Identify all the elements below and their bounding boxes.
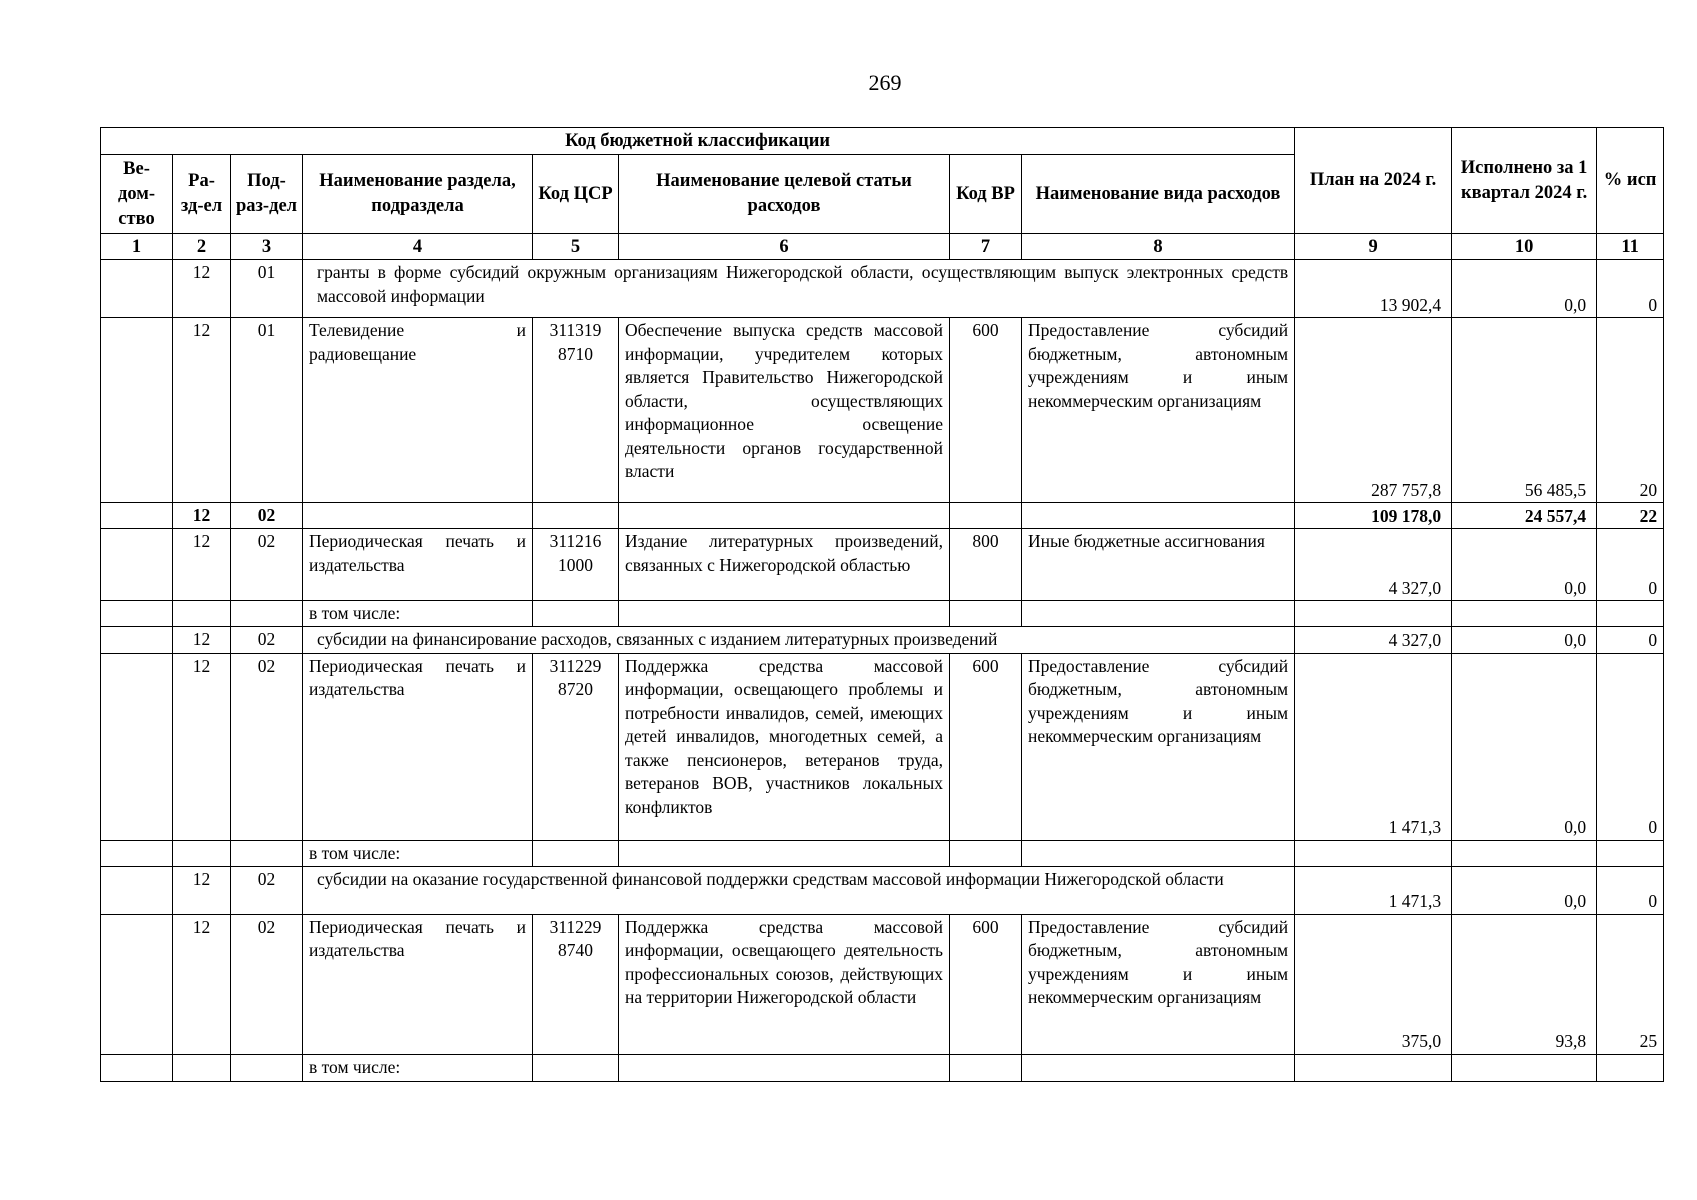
cell-fact: 0,0	[1452, 529, 1597, 601]
cell-vedomstvo	[101, 653, 173, 840]
cell-vedomstvo	[101, 260, 173, 318]
cell-podrazdel: 01	[231, 260, 303, 318]
cell-csr: 311216 1000	[533, 529, 619, 601]
cell-razdel: 12	[173, 914, 231, 1054]
table-row-including	[101, 601, 1664, 627]
cell-vid	[1022, 503, 1295, 529]
cell-fact: 24 557,4	[1452, 503, 1597, 529]
col-number: 1	[101, 234, 173, 260]
cell-csr: 311319 8710	[533, 318, 619, 503]
cell-pct: 0	[1597, 529, 1664, 601]
cell-csr: 311229 8720	[533, 653, 619, 840]
cell-fact: 0,0	[1452, 260, 1597, 318]
cell-podrazdel	[231, 1054, 303, 1081]
cell-csr: 311229 8740	[533, 914, 619, 1054]
col-number: 4	[303, 234, 533, 260]
cell-vr: 800	[950, 529, 1022, 601]
cell-razdel: 12	[173, 529, 231, 601]
cell-vr	[950, 503, 1022, 529]
col-number: 10	[1452, 234, 1597, 260]
cell-razdel	[173, 1054, 231, 1081]
cell-including-label: в том числе:	[303, 601, 533, 627]
cell-plan: 1 471,3	[1295, 653, 1452, 840]
table-row-including	[101, 1054, 1664, 1081]
budget-table	[100, 127, 1664, 1082]
cell-fact: 0,0	[1452, 626, 1597, 653]
col-number: 8	[1022, 234, 1295, 260]
cell-razdel: 12	[173, 260, 231, 318]
cell-vedomstvo	[101, 866, 173, 914]
cell-merged-description: субсидии на финансирование расходов, связанных с изданием литературных произведений	[303, 626, 1295, 653]
header-col-1: Ве-дом-ство	[101, 155, 173, 234]
cell-razdel: 12	[173, 653, 231, 840]
cell-section-name	[303, 503, 533, 529]
cell-section-name: Телевидение и радиовещание	[303, 318, 533, 503]
cell-pct: 22	[1597, 503, 1664, 529]
cell-pct: 0	[1597, 260, 1664, 318]
cell-pct: 0	[1597, 626, 1664, 653]
cell-target	[619, 503, 950, 529]
cell-pct: 20	[1597, 318, 1664, 503]
cell-vid: Иные бюджетные ассигнования	[1022, 529, 1295, 601]
cell-plan: 287 757,8	[1295, 318, 1452, 503]
cell-vedomstvo	[101, 601, 173, 627]
header-col-11: % исп	[1597, 128, 1664, 234]
header-col-5: Код ЦСР	[533, 155, 619, 234]
cell-pct: 25	[1597, 914, 1664, 1054]
cell-vid: Предоставление субсидий бюджетным, автономным учреждениям и иным некоммерческим организациям	[1022, 914, 1295, 1054]
cell-fact: 93,8	[1452, 914, 1597, 1054]
col-number: 3	[231, 234, 303, 260]
cell-vr: 600	[950, 653, 1022, 840]
cell-plan: 4 327,0	[1295, 529, 1452, 601]
cell-razdel	[173, 601, 231, 627]
col-number: 2	[173, 234, 231, 260]
header-col-9: План на 2024 г.	[1295, 128, 1452, 234]
cell-razdel: 12	[173, 626, 231, 653]
cell-podrazdel: 02	[231, 653, 303, 840]
cell-podrazdel: 02	[231, 626, 303, 653]
cell-merged-description: субсидии на оказание государственной финансовой поддержки средствам массовой информации Нижегородской области	[303, 866, 1295, 914]
table-row	[101, 914, 1664, 1054]
cell-plan: 13 902,4	[1295, 260, 1452, 318]
col-number: 5	[533, 234, 619, 260]
header-col-6: Наименование целевой статьи расходов	[619, 155, 950, 234]
cell-pct: 0	[1597, 866, 1664, 914]
cell-plan: 109 178,0	[1295, 503, 1452, 529]
col-number: 11	[1597, 234, 1664, 260]
cell-plan: 1 471,3	[1295, 866, 1452, 914]
cell-vr: 600	[950, 914, 1022, 1054]
cell-section-name: Периодическая печать и издательства	[303, 529, 533, 601]
header-col-10: Исполнено за 1 квартал 2024 г.	[1452, 128, 1597, 234]
cell-vedomstvo	[101, 626, 173, 653]
cell-csr	[533, 503, 619, 529]
header-col-4: Наименование раздела, подраздела	[303, 155, 533, 234]
cell-including-label: в том числе:	[303, 840, 533, 866]
cell-razdel: 12	[173, 866, 231, 914]
header-col-2: Ра-зд-ел	[173, 155, 231, 234]
cell-fact: 0,0	[1452, 653, 1597, 840]
cell-vid: Предоставление субсидий бюджетным, автономным учреждениям и иным некоммерческим организациям	[1022, 653, 1295, 840]
cell-vid: Предоставление субсидий бюджетным, автономным учреждениям и иным некоммерческим организациям	[1022, 318, 1295, 503]
cell-plan: 375,0	[1295, 914, 1452, 1054]
table-row	[101, 529, 1664, 601]
cell-razdel: 12	[173, 318, 231, 503]
page-number: 269	[868, 70, 902, 95]
col-number: 9	[1295, 234, 1452, 260]
cell-target: Издание литературных произведений, связанных с Нижегородской областью	[619, 529, 950, 601]
cell-vr: 600	[950, 318, 1022, 503]
cell-podrazdel: 02	[231, 914, 303, 1054]
header-col-7: Код ВР	[950, 155, 1022, 234]
header-group-title: Код бюджетной классификации	[101, 128, 1295, 155]
cell-merged-description: гранты в форме субсидий окружным организациям Нижегородской области, осуществляющим выпуск электронных средств массовой информации	[303, 260, 1295, 318]
cell-vedomstvo	[101, 914, 173, 1054]
cell-plan: 4 327,0	[1295, 626, 1452, 653]
cell-including-label: в том числе:	[303, 1054, 533, 1081]
header-col-3: Под-раз-дел	[231, 155, 303, 234]
cell-razdel: 12	[173, 503, 231, 529]
cell-podrazdel: 01	[231, 318, 303, 503]
cell-razdel	[173, 840, 231, 866]
table-row-including	[101, 840, 1664, 866]
cell-target: Обеспечение выпуска средств массовой информации, учредителем которых является Правительство Нижегородской области, осуществляющих информационное освещение деятельности органов государственной власти	[619, 318, 950, 503]
cell-section-name: Периодическая печать и издательства	[303, 653, 533, 840]
cell-vedomstvo	[101, 529, 173, 601]
cell-vedomstvo	[101, 840, 173, 866]
table-row	[101, 318, 1664, 503]
cell-vedomstvo	[101, 503, 173, 529]
cell-podrazdel: 02	[231, 503, 303, 529]
table-row	[101, 626, 1664, 653]
col-number: 7	[950, 234, 1022, 260]
cell-fact: 0,0	[1452, 866, 1597, 914]
cell-podrazdel	[231, 840, 303, 866]
cell-section-name: Периодическая печать и издательства	[303, 914, 533, 1054]
cell-target: Поддержка средства массовой информации, освещающего деятельность профессиональных союзов, действующих на территории Нижегородской области	[619, 914, 950, 1054]
cell-fact: 56 485,5	[1452, 318, 1597, 503]
cell-podrazdel: 02	[231, 529, 303, 601]
table-row	[101, 260, 1664, 318]
cell-podrazdel: 02	[231, 866, 303, 914]
table-row	[101, 653, 1664, 840]
cell-podrazdel	[231, 601, 303, 627]
table-row-subtotal	[101, 503, 1664, 529]
cell-pct: 0	[1597, 653, 1664, 840]
header-col-8: Наименование вида расходов	[1022, 155, 1295, 234]
cell-vedomstvo	[101, 1054, 173, 1081]
col-number: 6	[619, 234, 950, 260]
cell-vedomstvo	[101, 318, 173, 503]
cell-target: Поддержка средства массовой информации, освещающего проблемы и потребности инвалидов, семей, имеющих детей инвалидов, многодетных семей, а также пенсионеров, ветеранов труда, ветеранов ВОВ, участников локальных конфликтов	[619, 653, 950, 840]
table-row	[101, 866, 1664, 914]
